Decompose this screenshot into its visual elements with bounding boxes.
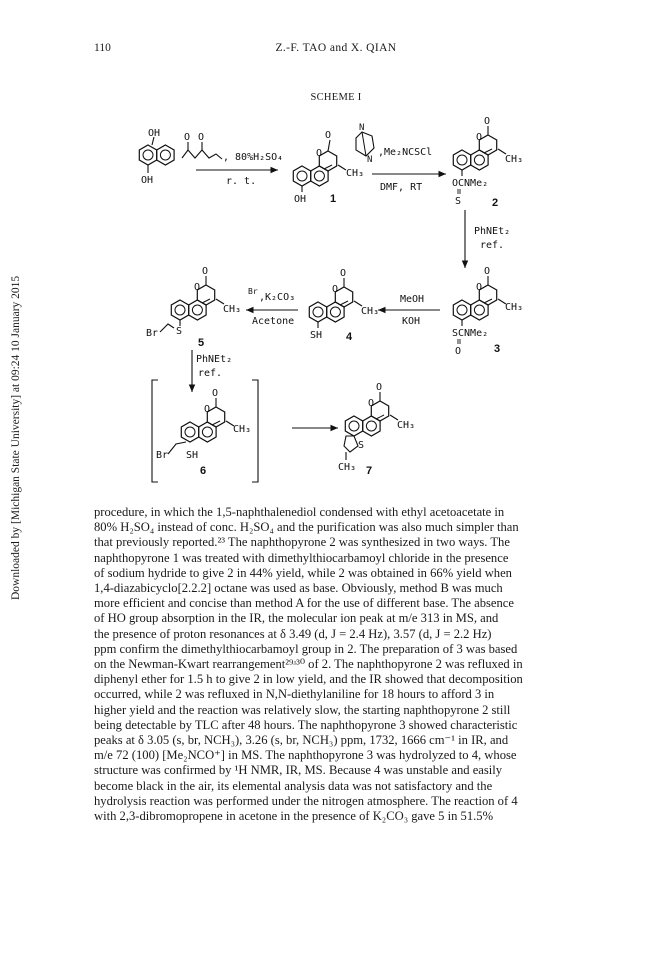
body-line: of HO group absorption in the IR, the molecular ion peak at m/e 313 in MS, and — [94, 611, 499, 626]
naphthalenediol-structure — [139, 128, 174, 186]
c5-ch3: CH₃ — [223, 304, 242, 315]
compound-5-structure — [146, 266, 241, 349]
c4-sh: SH — [310, 330, 323, 341]
compound-4-number: 4 — [346, 331, 353, 343]
label-o1: O — [184, 132, 191, 143]
step3-condition: ref. — [480, 240, 505, 251]
c1-ch3: CH₃ — [346, 168, 365, 179]
compound-3-number: 3 — [494, 343, 501, 355]
c6-sh: SH — [186, 450, 199, 461]
step4-condition: KOH — [402, 316, 421, 327]
step5-condition: Acetone — [252, 316, 295, 327]
reaction-scheme — [0, 110, 672, 490]
body-line: occurred, while 2 was refluxed in N,N-diethylaniline for 18 hours to afford 3 in — [94, 687, 495, 702]
label-o2: O — [198, 132, 205, 143]
ethyl-acetoacetate-structure — [182, 132, 283, 163]
c6-ch3: CH₃ — [233, 424, 252, 435]
step6-reagent: PhNEt₂ — [196, 354, 233, 365]
c1-o-ring: O — [316, 148, 323, 159]
svg-text:N: N — [367, 155, 373, 165]
body-line: structure was confirmed by ¹H NMR, IR, MS. Because 4 was unstable and easily — [94, 763, 503, 778]
body-line: peaks at δ 3.05 (s, br, NCH₃), 3.26 (s, br, NCH₃) ppm, 1732, 1666 cm⁻¹ in IR, and — [94, 733, 509, 748]
c4-o-carbonyl: O — [340, 268, 347, 279]
compound-6-number: 6 — [200, 465, 207, 477]
c6-o-ring: O — [204, 404, 211, 415]
c5-o-carbonyl: O — [202, 266, 209, 277]
body-line: diphenyl ether for 1.5 h to give 2 in low yield, and the IR showed that decomposition — [94, 672, 523, 687]
c3-substituent: SCNMe₂ — [452, 328, 489, 339]
compound-2-number: 2 — [492, 197, 499, 209]
c7-o-carbonyl: O — [376, 382, 383, 393]
c2-substituent: OCNMe₂ — [452, 178, 489, 189]
c2-s: S — [455, 196, 462, 207]
c6-o-carbonyl: O — [212, 388, 219, 399]
c5-o-ring: O — [194, 282, 201, 293]
scheme-title: SCHEME I — [310, 92, 362, 103]
download-watermark: Downloaded by [Michigan State University] at 09:24 10 January 2015 — [10, 275, 22, 600]
body-line: naphthopyrone 1 was treated with dimethylthiocarbamoyl chloride in the presence — [94, 550, 509, 565]
c2-o-ring: O — [476, 132, 483, 143]
step6-condition: ref. — [198, 368, 223, 379]
c3-o-carbonyl: O — [484, 266, 491, 277]
c5-br: Br — [146, 328, 159, 339]
compound-7-number: 7 — [366, 465, 373, 477]
step5-reagent: ,K₂CO₃ — [259, 292, 296, 303]
compound-4-structure — [309, 268, 379, 343]
compound-1-structure — [293, 130, 364, 205]
c5-s: S — [176, 326, 183, 337]
c6-br: Br — [156, 450, 169, 461]
compound-3-structure — [452, 266, 523, 357]
body-line: being detectable by TLC after 48 hours. The naphthopyrone 3 showed characteristic — [94, 717, 518, 732]
body-line: higher yield and the reaction was relatively slow, the starting naphthopyrone 2 still — [94, 702, 511, 717]
reagent1-condition: , 80%H₂SO₄ — [223, 152, 284, 163]
body-line: on the Newman-Kwart rearrangement²⁹ʴ³⁰ of 2. The naphthopyrone 2 was refluxed in — [94, 657, 523, 672]
body-line: 1,4-diazabicyclo[2.2.2] octane was used as base. Obviously, method B was much — [94, 581, 503, 596]
label-oh-bottom: OH — [141, 175, 154, 186]
reagent2-condition: DMF, RT — [380, 182, 423, 193]
c4-ch3: CH₃ — [361, 306, 380, 317]
compound-2-structure — [452, 116, 523, 209]
body-line: the presence of proton resonances at δ 3.49 (d, J = 2.4 Hz), 3.57 (d, J = 2.2 Hz) — [94, 626, 492, 641]
label-oh-top: OH — [148, 128, 161, 139]
c3-o: O — [455, 346, 462, 357]
c3-ch3: CH₃ — [505, 302, 524, 313]
body-line: become black in the air, its elemental analysis data was not satisfactory and the — [94, 778, 493, 793]
compound-6-structure — [152, 380, 258, 482]
c7-ch3: CH₃ — [397, 420, 416, 431]
body-line: of sodium hydride to give 2 in 44% yield, while 2 was obtained in 66% yield when — [94, 565, 512, 580]
step5-reagent-br: Br — [248, 287, 258, 296]
body-line: hydrolysis reaction was performed under the nitrogen atmosphere. The reaction of 4 — [94, 793, 518, 808]
page-number: 110 — [94, 42, 111, 54]
body-line: ppm confirm the dimethylthiocarbamoyl group in 2. The preparation of 3 was based — [94, 641, 518, 656]
c3-o-ring: O — [476, 282, 483, 293]
body-line: more efficient and concise than method A for the use of different base. The absence — [94, 596, 514, 611]
c7-o-ring: O — [368, 398, 375, 409]
body-line: m/e 72 (100) [Me₂NCO⁺] in MS. The naphthopyrone 3 was hydrolyzed to 4, whose — [94, 748, 517, 763]
running-head: Z.-F. TAO and X. QIAN — [275, 42, 397, 54]
compound-7-structure — [338, 382, 415, 477]
compound-1-number: 1 — [330, 193, 337, 205]
c2-ch3: CH₃ — [505, 154, 524, 165]
body-line: that previously reported.²³ The naphthopyrone 2 was synthesized in two ways. The — [94, 535, 510, 550]
svg-text:N: N — [359, 123, 365, 133]
c7-s: S — [358, 440, 365, 451]
c7-ch3-b: CH₃ — [338, 462, 357, 473]
c1-o-carbonyl: O — [325, 130, 332, 141]
c2-o-carbonyl: O — [484, 116, 491, 127]
reagent1-temp: r. t. — [226, 176, 257, 187]
body-line: with 2,3-dibromopropene in acetone in the presence of K₂CO₃ gave 5 in 51.5% — [94, 809, 494, 824]
dabco-structure — [356, 123, 432, 165]
body-line: 80% H₂SO₄ instead of conc. H₂SO₄ and the purification was also much simpler than — [94, 520, 519, 535]
step3-reagent: PhNEt₂ — [474, 226, 511, 237]
body-paragraph — [94, 505, 590, 824]
reagent2: ,Me₂NCSCl — [378, 147, 433, 158]
step4-reagent: MeOH — [400, 294, 425, 305]
c1-oh: OH — [294, 194, 307, 205]
c4-o-ring: O — [332, 284, 339, 295]
compound-5-number: 5 — [198, 337, 205, 349]
body-line: procedure, in which the 1,5-naphthalenediol condensed with ethyl acetoacetate in — [94, 505, 505, 519]
